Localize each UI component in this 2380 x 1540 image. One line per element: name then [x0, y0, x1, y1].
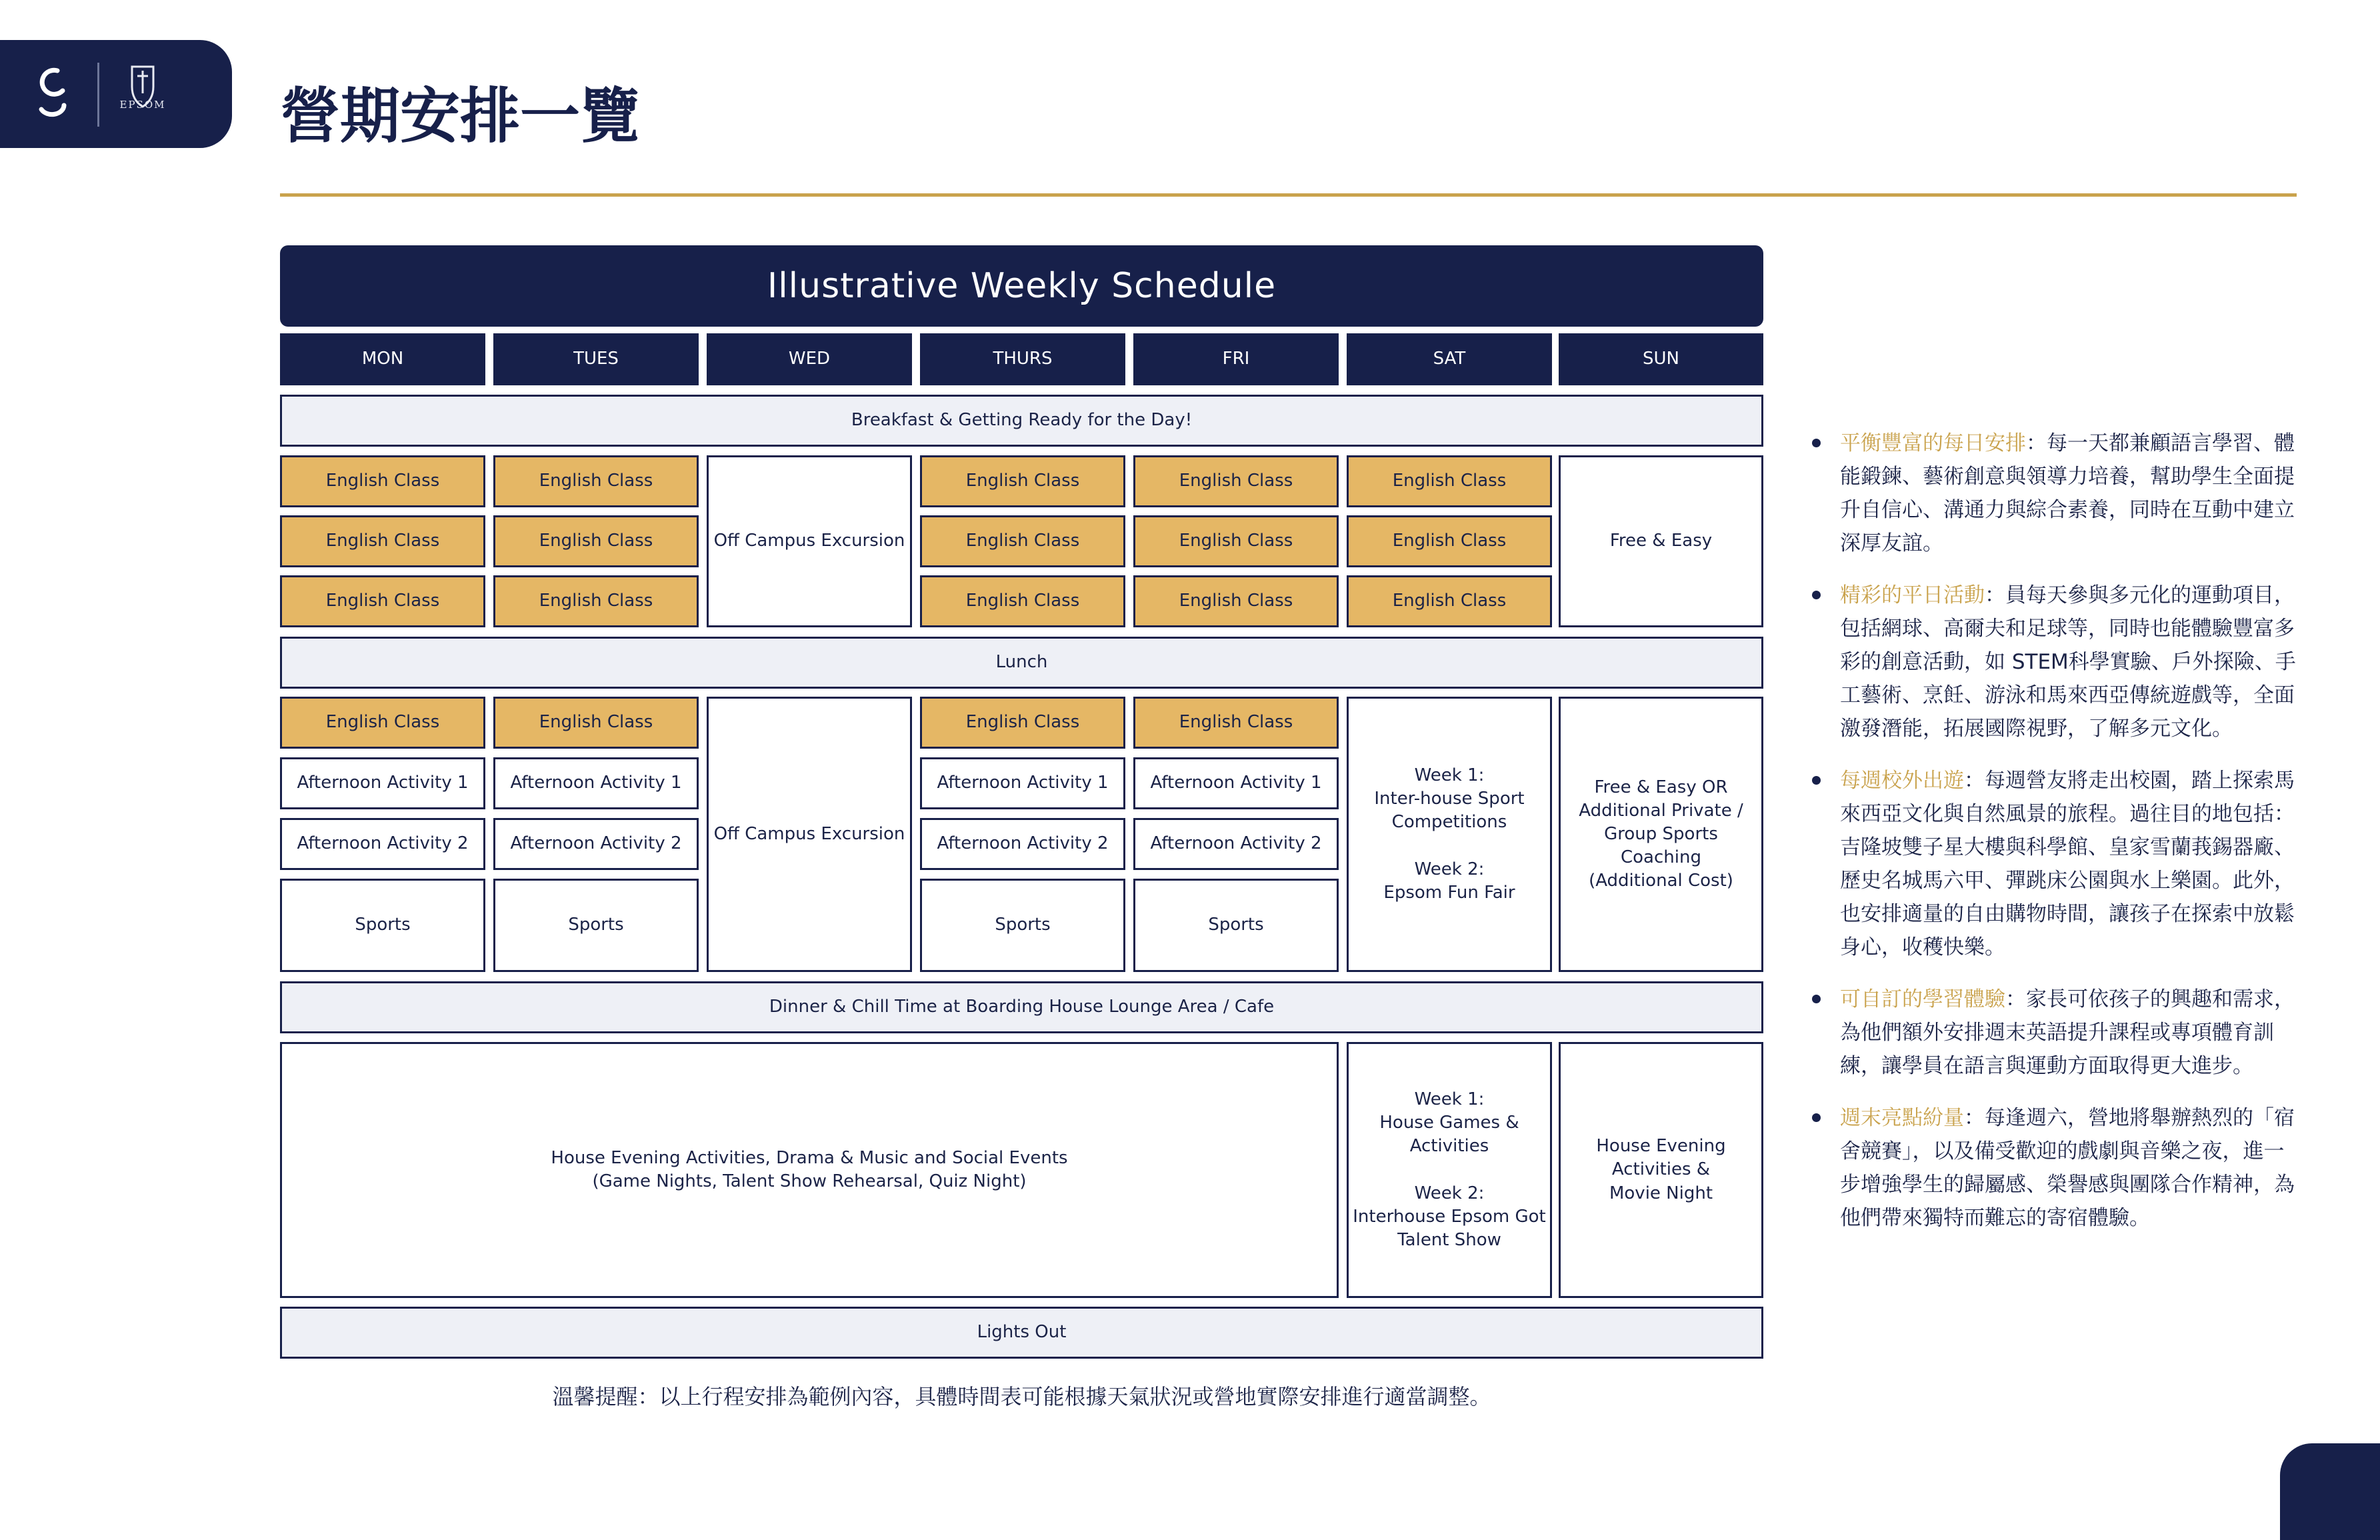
english-class-cell: English Class — [920, 575, 1125, 627]
day-header-thurs: THURS — [920, 333, 1125, 385]
english-class-cell: English Class — [493, 697, 699, 749]
school-crest-icon — [112, 60, 173, 132]
highlight-body: ：家長可依孩子的興趣和需求，為他們額外安排週末英語提升課程或專項體育訓練，讓學員在語言與運動方面取得更大進步。 — [1840, 987, 2295, 1078]
english-class-cell: English Class — [493, 515, 699, 567]
bullet-dot-icon — [1812, 1113, 1821, 1122]
brand-g-icon — [33, 65, 73, 125]
english-class-cell: English Class — [1133, 455, 1339, 507]
schedule-title: Illustrative Weekly Schedule — [280, 245, 1763, 327]
logo-divider — [97, 63, 99, 127]
english-class-cell: English Class — [493, 575, 699, 627]
english-class-cell: English Class — [280, 455, 485, 507]
evening-activities-cell: House Evening Activities, Drama & Music and Social Events (Game Nights, Talent Show Rehearsal, Quiz Night) — [280, 1042, 1339, 1298]
bullet-dot-icon — [1812, 439, 1821, 447]
off-campus-afternoon-cell: Off Campus Excursion — [707, 697, 912, 972]
afternoon-activity-2-cell: Afternoon Activity 2 — [1133, 818, 1339, 870]
brand-text: EPSOM — [119, 99, 166, 111]
page-title: 營期安排一覽 — [280, 81, 640, 151]
sat-afternoon-cell: Week 1: Inter-house Sport Competitions Week 2: Epsom Fun Fair — [1347, 697, 1552, 972]
english-class-cell: English Class — [1133, 575, 1339, 627]
sun-afternoon-cell: Free & Easy OR Additional Private / Group Sports Coaching (Additional Cost) — [1559, 697, 1763, 972]
afternoon-activity-1-cell: Afternoon Activity 1 — [493, 757, 699, 809]
sports-cell: Sports — [1133, 879, 1339, 972]
english-class-cell: English Class — [1133, 697, 1339, 749]
afternoon-activity-1-cell: Afternoon Activity 1 — [280, 757, 485, 809]
sports-cell: Sports — [280, 879, 485, 972]
highlights-list — [1808, 427, 2301, 1253]
bullet-dot-icon — [1812, 995, 1821, 1003]
dinner-band: Dinner & Chill Time at Boarding House Lounge Area / Cafe — [280, 981, 1763, 1033]
bullet-dot-icon — [1812, 776, 1821, 785]
english-class-cell: English Class — [280, 697, 485, 749]
afternoon-activity-2-cell: Afternoon Activity 2 — [493, 818, 699, 870]
afternoon-activity-2-cell: Afternoon Activity 2 — [280, 818, 485, 870]
afternoon-activity-1-cell: Afternoon Activity 1 — [1133, 757, 1339, 809]
afternoon-activity-1-cell: Afternoon Activity 1 — [920, 757, 1125, 809]
day-header-sun: SUN — [1559, 333, 1763, 385]
english-class-cell: English Class — [1347, 455, 1552, 507]
english-class-cell: English Class — [1347, 575, 1552, 627]
english-class-cell: English Class — [1133, 515, 1339, 567]
sports-cell: Sports — [493, 879, 699, 972]
title-rule — [280, 193, 2297, 197]
highlight-heading: 精彩的平日活動 — [1840, 583, 1985, 607]
lunch-band: Lunch — [280, 637, 1763, 689]
english-class-cell: English Class — [1347, 515, 1552, 567]
english-class-cell: English Class — [493, 455, 699, 507]
lights-out-band: Lights Out — [280, 1307, 1763, 1359]
sports-cell: Sports — [920, 879, 1125, 972]
highlight-body: ：每週營友將走出校園，踏上探索馬來西亞文化與自然風景的旅程。過往目的地包括：吉隆坡雙子星大樓與科學館、皇家雪蘭莪錫器廠、歷史名城馬六甲、彈跳床公園與水上樂園。此外，也安排適量的自由購物時間，讓孩子在探索中放鬆身心，收穫快樂。 — [1840, 769, 2295, 959]
highlight-item — [1808, 427, 2301, 560]
highlight-heading: 每週校外出遊 — [1840, 769, 1964, 793]
highlight-heading: 平衡豐富的每日安排 — [1840, 431, 2026, 455]
breakfast-band: Breakfast & Getting Ready for the Day! — [280, 395, 1763, 447]
english-class-cell: English Class — [280, 575, 485, 627]
afternoon-activity-2-cell: Afternoon Activity 2 — [920, 818, 1125, 870]
sun-evening-cell: House Evening Activities & Movie Night — [1559, 1042, 1763, 1298]
highlight-body: ：每一天都兼顧語言學習、體能鍛鍊、藝術創意與領導力培養，幫助學生全面提升自信心、溝通力與綜合素養，同時在互動中建立深厚友誼。 — [1840, 431, 2295, 555]
highlight-body: ：員每天參與多元化的運動項目，包括網球、高爾夫和足球等，同時也能體驗豐富多彩的創意活動，如 STEM科學實驗、戶外探險、手工藝術、烹飪、游泳和馬來西亞傳統遊戲等，全面激發潛能，拓展國際視野，了解多元文化。 — [1840, 583, 2296, 741]
brand-logo-tab — [0, 40, 232, 148]
highlight-body: ：每逢週六，營地將舉辦熱烈的「宿舍競賽」，以及備受歡迎的戲劇與音樂之夜，進一步增強學生的歸屬感、榮譽感與團隊合作精神，為他們帶來獨特而難忘的寄宿體驗。 — [1840, 1106, 2295, 1230]
free-easy-cell: Free & Easy — [1559, 455, 1763, 627]
off-campus-morning-cell: Off Campus Excursion — [707, 455, 912, 627]
highlight-item — [1808, 1101, 2301, 1235]
english-class-cell: English Class — [920, 515, 1125, 567]
schedule-notice: 溫馨提醒：以上行程安排為範例內容，具體時間表可能根據天氣狀況或營地實際安排進行適當調整。 — [552, 1384, 1491, 1409]
highlight-item — [1808, 764, 2301, 964]
day-header-fri: FRI — [1133, 333, 1339, 385]
highlight-item — [1808, 983, 2301, 1083]
day-header-mon: MON — [280, 333, 485, 385]
corner-decoration — [2280, 1443, 2380, 1540]
english-class-cell: English Class — [280, 515, 485, 567]
highlight-item — [1808, 579, 2301, 745]
bullet-dot-icon — [1812, 591, 1821, 599]
english-class-cell: English Class — [920, 697, 1125, 749]
english-class-cell: English Class — [920, 455, 1125, 507]
highlight-heading: 可自訂的學習體驗 — [1840, 987, 2005, 1011]
sat-evening-cell: Week 1: House Games & Activities Week 2: Interhouse Epsom Got Talent Show — [1347, 1042, 1552, 1298]
day-header-wed: WED — [707, 333, 912, 385]
highlight-heading: 週末亮點紛量 — [1840, 1106, 1964, 1130]
day-header-tues: TUES — [493, 333, 699, 385]
day-header-sat: SAT — [1347, 333, 1552, 385]
